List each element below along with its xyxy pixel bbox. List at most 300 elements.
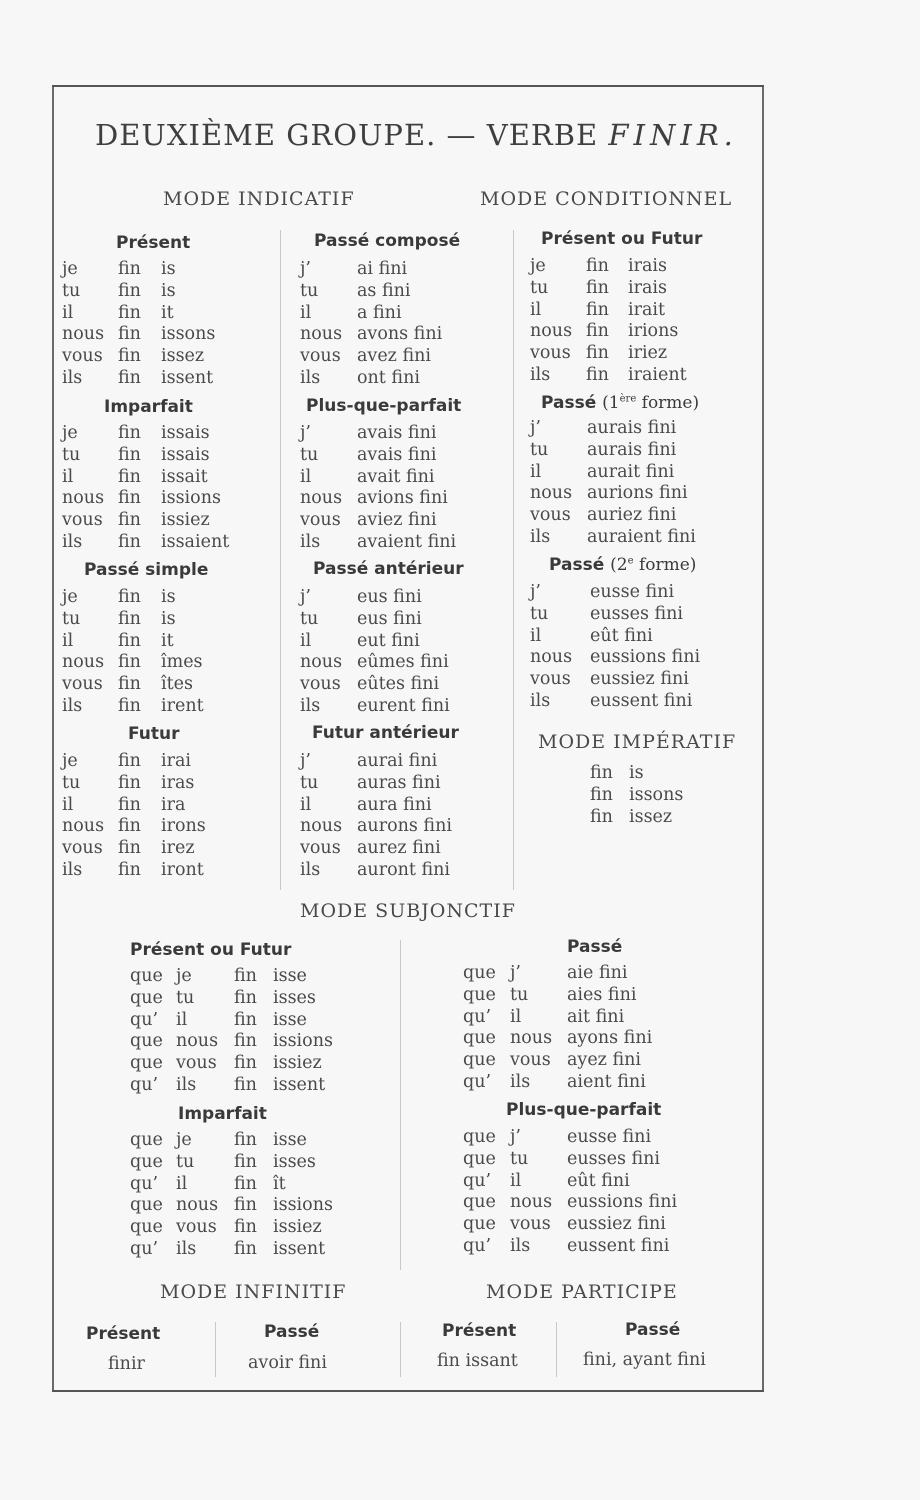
infinitif-passe-value: avoir fini <box>248 1353 327 1373</box>
mode-participe: MODE PARTICIPE <box>486 1281 678 1303</box>
conjugation-cell: que <box>130 1053 163 1074</box>
conjugation-cell: vous <box>62 838 103 859</box>
conjugation-cell: vous <box>62 674 103 695</box>
conjugation-cell: vous <box>176 1217 217 1238</box>
conjugation-cell: vous <box>300 674 341 695</box>
conjugation-cell: il <box>510 1170 522 1191</box>
conjugation-cell: eût fini <box>590 625 653 646</box>
conjugation-cell: fin <box>118 488 141 509</box>
cond-passe2-form-sup: e <box>627 555 634 567</box>
conjugation-cell: fin <box>586 256 609 276</box>
conjugation-cell: eûmes fini <box>357 652 449 673</box>
conjugation-cell: aie fini <box>567 963 628 983</box>
conjugation-cell: issez <box>629 806 673 827</box>
conjugation-cell: issait <box>161 466 208 487</box>
conjugation-cell: fin <box>118 444 141 465</box>
conjugation-cell: que <box>463 1192 496 1213</box>
conjugation-cell: j’ <box>300 259 311 279</box>
conjugation-cell: issiez <box>273 1217 322 1238</box>
conjugation-cell: j’ <box>510 1127 521 1147</box>
conjugation-cell: vous <box>300 510 341 531</box>
conjugation-cell: aient fini <box>567 1071 646 1092</box>
conjugation-cell: aurions fini <box>587 483 688 504</box>
conjugation-cell: je <box>176 1130 192 1150</box>
conjugation-cell: aurons fini <box>357 816 452 837</box>
conjugation-cell: tu <box>62 772 81 793</box>
conjugation-cell: iras <box>161 772 195 793</box>
divider-indicatif <box>280 230 281 890</box>
conjugation-cell: que <box>130 1195 163 1216</box>
conjugation-cell: fin <box>118 280 141 301</box>
conjugation-cell: fin <box>234 1130 257 1150</box>
conjugation-cell: iriez <box>628 343 668 364</box>
top-rule <box>52 85 764 87</box>
conjugation-cell: il <box>300 794 312 815</box>
conjugation-cell: j’ <box>300 587 311 607</box>
conjugation-cell: que <box>130 966 163 986</box>
conjugation-cell: ils <box>176 1074 197 1095</box>
conjugation-cell: fin <box>234 1217 257 1238</box>
conjugation-cell: fin <box>118 346 141 367</box>
conjugation-cell: irais <box>628 256 667 276</box>
conjugation-cell: ils <box>62 859 83 880</box>
conjugation-cell: que <box>130 987 163 1008</box>
conjugation-cell: fin <box>118 587 141 607</box>
conjugation-cell: nous <box>530 483 573 504</box>
conjugation-cell: il <box>62 302 74 323</box>
title-verb: FINIR. <box>608 118 738 152</box>
bottom-rule <box>52 1390 764 1392</box>
conjugation-cell: tu <box>530 277 549 298</box>
conjugation-cell: ils <box>510 1235 531 1256</box>
heading-cond-present: Présent ou Futur <box>541 229 703 249</box>
conjugation-cell: îmes <box>161 652 203 673</box>
conjugation-cell: que <box>130 1130 163 1150</box>
heading-ind-present: Présent <box>116 233 191 253</box>
conjugation-cell: fin <box>118 531 141 552</box>
conjugation-cell: eusses fini <box>590 603 684 624</box>
conjugation-cell: nous <box>300 652 343 673</box>
conjugation-cell: auras fini <box>357 772 441 793</box>
conjugation-cell: eussent fini <box>567 1235 670 1256</box>
conjugation-cell: ils <box>300 531 321 552</box>
heading-subj-present: Présent ou Futur <box>130 940 292 960</box>
conjugation-cell: fin <box>118 838 141 859</box>
conjugation-cell: iraient <box>628 364 687 385</box>
conjugation-cell: tu <box>300 444 319 465</box>
conjugation-cell: fin <box>590 806 613 827</box>
conjugation-cell: fin <box>234 1009 257 1030</box>
conjugation-cell: ils <box>176 1238 197 1259</box>
conjugation-cell: aviez fini <box>357 510 437 531</box>
conjugation-cell: as fini <box>357 280 411 301</box>
conjugation-cell: j’ <box>530 582 541 602</box>
conjugation-cell: nous <box>300 324 343 345</box>
conjugation-cell: ayons fini <box>567 1028 653 1049</box>
conjugation-cell: is <box>161 280 176 301</box>
conjugation-cell: nous <box>300 488 343 509</box>
mode-imperatif: MODE IMPÉRATIF <box>538 731 737 753</box>
conjugation-cell: que <box>463 984 496 1005</box>
conjugation-cell: issais <box>161 444 210 465</box>
conjugation-cell: isse <box>273 1009 307 1030</box>
cond-passe2-title: Passé <box>549 555 605 575</box>
conjugation-cell: il <box>300 630 312 651</box>
conjugation-cell: j’ <box>300 423 311 443</box>
conjugation-cell: il <box>530 299 542 320</box>
conjugation-cell: issent <box>273 1074 326 1095</box>
conjugation-cell: issiez <box>161 510 210 531</box>
heading-subj-imparfait: Imparfait <box>178 1104 267 1124</box>
heading-subj-passe: Passé <box>567 937 623 957</box>
conjugation-cell: fin <box>118 794 141 815</box>
infinitif-present-value: finir <box>108 1354 145 1374</box>
conjugation-cell: fin <box>118 510 141 531</box>
conjugation-cell: ils <box>300 695 321 716</box>
mode-conditionnel: MODE CONDITIONNEL <box>480 188 733 210</box>
cond-passe2-form-post: forme) <box>633 555 697 575</box>
conjugation-cell: tu <box>530 603 549 624</box>
conjugation-cell: que <box>130 1217 163 1238</box>
conjugation-cell: ait fini <box>567 1006 625 1027</box>
conjugation-cell: ils <box>62 695 83 716</box>
heading-ind-plus-que-parfait: Plus-que-parfait <box>306 396 462 416</box>
conjugation-cell: fin <box>586 321 609 342</box>
conjugation-cell: aurez fini <box>357 838 441 859</box>
conjugation-cell: fin <box>234 1031 257 1052</box>
conjugation-cell: que <box>463 1127 496 1147</box>
conjugation-cell: tu <box>176 1151 195 1172</box>
conjugation-cell: je <box>176 966 192 986</box>
conjugation-cell: fin <box>118 816 141 837</box>
conjugation-cell: fin <box>118 674 141 695</box>
conjugation-cell: que <box>463 1028 496 1049</box>
conjugation-cell: issent <box>161 367 214 388</box>
conjugation-cell: avais fini <box>357 423 437 443</box>
conjugation-cell: fin <box>586 277 609 298</box>
conjugation-cell: qu’ <box>463 1235 492 1256</box>
conjugation-cell: ira <box>161 794 186 815</box>
conjugation-cell: issions <box>161 488 221 509</box>
conjugation-cell: eussiez fini <box>590 669 689 690</box>
conjugation-cell: aurai fini <box>357 751 438 771</box>
conjugation-cell: issais <box>161 423 210 443</box>
conjugation-cell: ils <box>300 859 321 880</box>
conjugation-cell: je <box>62 259 78 279</box>
conjugation-cell: irai <box>161 751 191 771</box>
conjugation-cell: tu <box>62 608 81 629</box>
conjugation-cell: eussiez fini <box>567 1214 666 1235</box>
conjugation-cell: ils <box>530 526 551 547</box>
conjugation-cell: je <box>530 256 546 276</box>
conjugation-cell: iront <box>161 859 204 880</box>
conjugation-cell: fin <box>118 859 141 880</box>
conjugation-cell: irais <box>628 277 667 298</box>
conjugation-cell: it <box>161 630 174 651</box>
conjugation-cell: fin <box>590 763 613 783</box>
conjugation-cell: fin <box>234 966 257 986</box>
conjugation-cell: fin <box>118 302 141 323</box>
conjugation-cell: auraient fini <box>587 526 696 547</box>
conjugation-cell: eûtes fini <box>357 674 440 695</box>
conjugation-cell: je <box>62 751 78 771</box>
conjugation-cell: ils <box>300 367 321 388</box>
conjugation-cell: eussent fini <box>590 690 693 711</box>
conjugation-cell: irions <box>628 321 679 342</box>
conjugation-cell: fin <box>586 364 609 385</box>
conjugation-cell: fin <box>586 299 609 320</box>
heading-inf-present: Présent <box>86 1324 161 1344</box>
heading-part-passe: Passé <box>625 1320 681 1340</box>
conjugation-cell: issions <box>273 1031 333 1052</box>
conjugation-cell: il <box>300 466 312 487</box>
conjugation-cell: vous <box>530 505 571 526</box>
conjugation-cell: fin <box>118 608 141 629</box>
participe-present-value: fin issant <box>437 1351 518 1371</box>
conjugation-cell: ont fini <box>357 367 420 388</box>
cond-passe1-form-pre: (1 <box>602 393 620 413</box>
heading-inf-passe: Passé <box>264 1322 320 1342</box>
participe-passe-value: fini, ayant fini <box>583 1350 706 1370</box>
page-title <box>95 118 738 152</box>
conjugation-cell: issaient <box>161 531 230 552</box>
heading-ind-passe-simple: Passé simple <box>84 560 209 580</box>
conjugation-cell: fin <box>234 1195 257 1216</box>
conjugation-cell: fin <box>118 652 141 673</box>
conjugation-cell: vous <box>530 669 571 690</box>
conjugation-cell: a fini <box>357 302 402 323</box>
divider-infinitif <box>215 1322 216 1377</box>
conjugation-cell: tu <box>62 280 81 301</box>
conjugation-cell: fin <box>590 784 613 805</box>
heading-subj-plus-que-parfait: Plus-que-parfait <box>506 1100 662 1120</box>
cond-passe2-form-pre: (2 <box>610 555 628 575</box>
conjugation-cell: aurais fini <box>587 418 677 438</box>
conjugation-cell: il <box>62 794 74 815</box>
conjugation-cell: fin <box>118 466 141 487</box>
conjugation-cell: it <box>161 302 174 323</box>
conjugation-cell: nous <box>62 816 105 837</box>
conjugation-cell: que <box>463 1214 496 1235</box>
conjugation-cell: qu’ <box>130 1074 159 1095</box>
cond-passe1-form-sup: ère <box>619 393 637 405</box>
conjugation-cell: ai fini <box>357 259 408 279</box>
conjugation-cell: aies fini <box>567 984 637 1005</box>
conjugation-cell: qu’ <box>130 1009 159 1030</box>
conjugation-cell: ayez fini <box>567 1050 641 1071</box>
cond-passe2-form <box>610 555 696 575</box>
conjugation-cell: eurent fini <box>357 695 450 716</box>
heading-ind-futur-anterieur: Futur antérieur <box>312 723 459 743</box>
conjugation-cell: qu’ <box>463 1006 492 1027</box>
conjugation-cell: is <box>161 608 176 629</box>
conjugation-cell: fin <box>118 630 141 651</box>
conjugation-cell: nous <box>62 652 105 673</box>
conjugation-cell: aurais fini <box>587 439 677 460</box>
conjugation-cell: que <box>463 1050 496 1071</box>
divider-subjonctif <box>400 940 401 1270</box>
conjugation-cell: fin <box>234 1173 257 1194</box>
conjugation-cell: ils <box>62 531 83 552</box>
conjugation-cell: fin <box>118 423 141 443</box>
conjugation-cell: nous <box>62 324 105 345</box>
conjugation-cell: ît <box>273 1173 286 1194</box>
conjugation-cell: isses <box>273 1151 316 1172</box>
conjugation-cell: avait fini <box>357 466 435 487</box>
conjugation-cell: eusses fini <box>567 1148 661 1169</box>
conjugation-cell: issiez <box>273 1053 322 1074</box>
conjugation-cell: fin <box>234 1074 257 1095</box>
heading-ind-passe-compose: Passé composé <box>314 231 461 251</box>
conjugation-cell: irait <box>628 299 666 320</box>
divider-participe <box>556 1322 557 1377</box>
conjugation-cell: il <box>510 1006 522 1027</box>
conjugation-cell: issent <box>273 1238 326 1259</box>
conjugation-cell: eussions fini <box>590 647 701 668</box>
conjugation-cell: il <box>176 1009 188 1030</box>
cond-passe1-form-post: forme) <box>636 393 700 413</box>
conjugation-cell: fin <box>586 343 609 364</box>
conjugation-cell: issez <box>161 346 205 367</box>
heading-part-present: Présent <box>442 1321 517 1341</box>
conjugation-cell: nous <box>176 1031 219 1052</box>
conjugation-cell: fin <box>118 259 141 279</box>
conjugation-cell: avons fini <box>357 324 443 345</box>
conjugation-cell: fin <box>234 1053 257 1074</box>
conjugation-cell: auriez fini <box>587 505 677 526</box>
conjugation-cell: qu’ <box>463 1071 492 1092</box>
conjugation-cell: fin <box>234 1238 257 1259</box>
conjugation-cell: qu’ <box>463 1170 492 1191</box>
conjugation-cell: il <box>176 1173 188 1194</box>
conjugation-cell: fin <box>234 1151 257 1172</box>
title-text: DEUXIÈME GROUPE. — VERBE <box>95 118 599 152</box>
conjugation-cell: il <box>530 461 542 482</box>
conjugation-cell: vous <box>62 346 103 367</box>
conjugation-cell: issons <box>161 324 216 345</box>
conjugation-cell: j’ <box>530 418 541 438</box>
divider-inf-part <box>400 1322 401 1377</box>
conjugation-cell: j’ <box>300 751 311 771</box>
conjugation-cell: avez fini <box>357 346 431 367</box>
conjugation-cell: isse <box>273 966 307 986</box>
cond-passe1-title: Passé <box>541 393 597 413</box>
conjugation-cell: vous <box>62 510 103 531</box>
heading-ind-passe-anterieur: Passé antérieur <box>313 559 464 579</box>
conjugation-cell: je <box>62 423 78 443</box>
conjugation-cell: vous <box>510 1050 551 1071</box>
conjugation-cell: fin <box>118 751 141 771</box>
conjugation-cell: vous <box>510 1214 551 1235</box>
conjugation-cell: isses <box>273 987 316 1008</box>
conjugation-cell: fin <box>118 772 141 793</box>
conjugation-cell: is <box>161 259 176 279</box>
conjugation-cell: fin <box>118 695 141 716</box>
heading-cond-passe2 <box>549 555 696 575</box>
conjugation-cell: aurait fini <box>587 461 675 482</box>
conjugation-cell: auront fini <box>357 859 451 880</box>
conjugation-cell: nous <box>530 321 573 342</box>
conjugation-cell: tu <box>530 439 549 460</box>
conjugation-cell: eussions fini <box>567 1192 678 1213</box>
conjugation-cell: il <box>62 630 74 651</box>
conjugation-cell: nous <box>62 488 105 509</box>
conjugation-cell: nous <box>176 1195 219 1216</box>
conjugation-cell: is <box>629 763 644 783</box>
conjugation-cell: ils <box>530 690 551 711</box>
conjugation-cell: tu <box>300 608 319 629</box>
divider-conditionnel <box>513 230 514 890</box>
conjugation-cell: eusse fini <box>567 1127 652 1147</box>
mode-indicatif: MODE INDICATIF <box>163 188 355 210</box>
conjugation-cell: il <box>530 625 542 646</box>
conjugation-cell: avaient fini <box>357 531 457 552</box>
conjugation-cell: vous <box>530 343 571 364</box>
conjugation-cell: nous <box>300 816 343 837</box>
conjugation-cell: tu <box>300 280 319 301</box>
conjugation-cell: que <box>463 1148 496 1169</box>
conjugation-cell: issions <box>273 1195 333 1216</box>
conjugation-cell: irent <box>161 695 204 716</box>
conjugation-cell: nous <box>510 1028 553 1049</box>
mode-subjonctif: MODE SUBJONCTIF <box>300 900 516 922</box>
conjugation-cell: irons <box>161 816 206 837</box>
conjugation-cell: je <box>62 587 78 607</box>
conjugation-cell: tu <box>510 1148 529 1169</box>
conjugation-cell: j’ <box>510 963 521 983</box>
conjugation-cell: irez <box>161 838 195 859</box>
heading-ind-imparfait: Imparfait <box>104 397 193 417</box>
conjugation-cell: eus fini <box>357 608 422 629</box>
conjugation-cell: vous <box>176 1053 217 1074</box>
conjugation-cell: vous <box>300 346 341 367</box>
conjugation-cell: eusse fini <box>590 582 675 602</box>
conjugation-cell: il <box>62 466 74 487</box>
conjugation-cell: eut fini <box>357 630 420 651</box>
conjugation-cell: aura fini <box>357 794 432 815</box>
heading-ind-futur: Futur <box>128 724 180 744</box>
conjugation-cell: que <box>463 963 496 983</box>
heading-cond-passe1 <box>541 393 699 413</box>
conjugation-cell: is <box>161 587 176 607</box>
conjugation-cell: ils <box>62 367 83 388</box>
conjugation-cell: avais fini <box>357 444 437 465</box>
conjugation-cell: que <box>130 1151 163 1172</box>
conjugation-cell: ils <box>530 364 551 385</box>
conjugation-cell: tu <box>510 984 529 1005</box>
conjugation-cell: il <box>300 302 312 323</box>
conjugation-cell: fin <box>118 324 141 345</box>
conjugation-cell: tu <box>300 772 319 793</box>
conjugation-cell: qu’ <box>130 1173 159 1194</box>
conjugation-cell: îtes <box>161 674 193 695</box>
conjugation-cell: ils <box>510 1071 531 1092</box>
conjugation-cell: tu <box>62 444 81 465</box>
conjugation-cell: issons <box>629 784 684 805</box>
conjugation-cell: nous <box>510 1192 553 1213</box>
conjugation-cell: qu’ <box>130 1238 159 1259</box>
conjugation-cell: tu <box>176 987 195 1008</box>
conjugation-cell: nous <box>530 647 573 668</box>
conjugation-cell: eût fini <box>567 1170 630 1191</box>
conjugation-cell: vous <box>300 838 341 859</box>
conjugation-cell: fin <box>234 987 257 1008</box>
conjugation-cell: isse <box>273 1130 307 1150</box>
conjugation-cell: avions fini <box>357 488 448 509</box>
mode-infinitif: MODE INFINITIF <box>160 1281 347 1303</box>
conjugation-cell: que <box>130 1031 163 1052</box>
conjugation-cell: fin <box>118 367 141 388</box>
